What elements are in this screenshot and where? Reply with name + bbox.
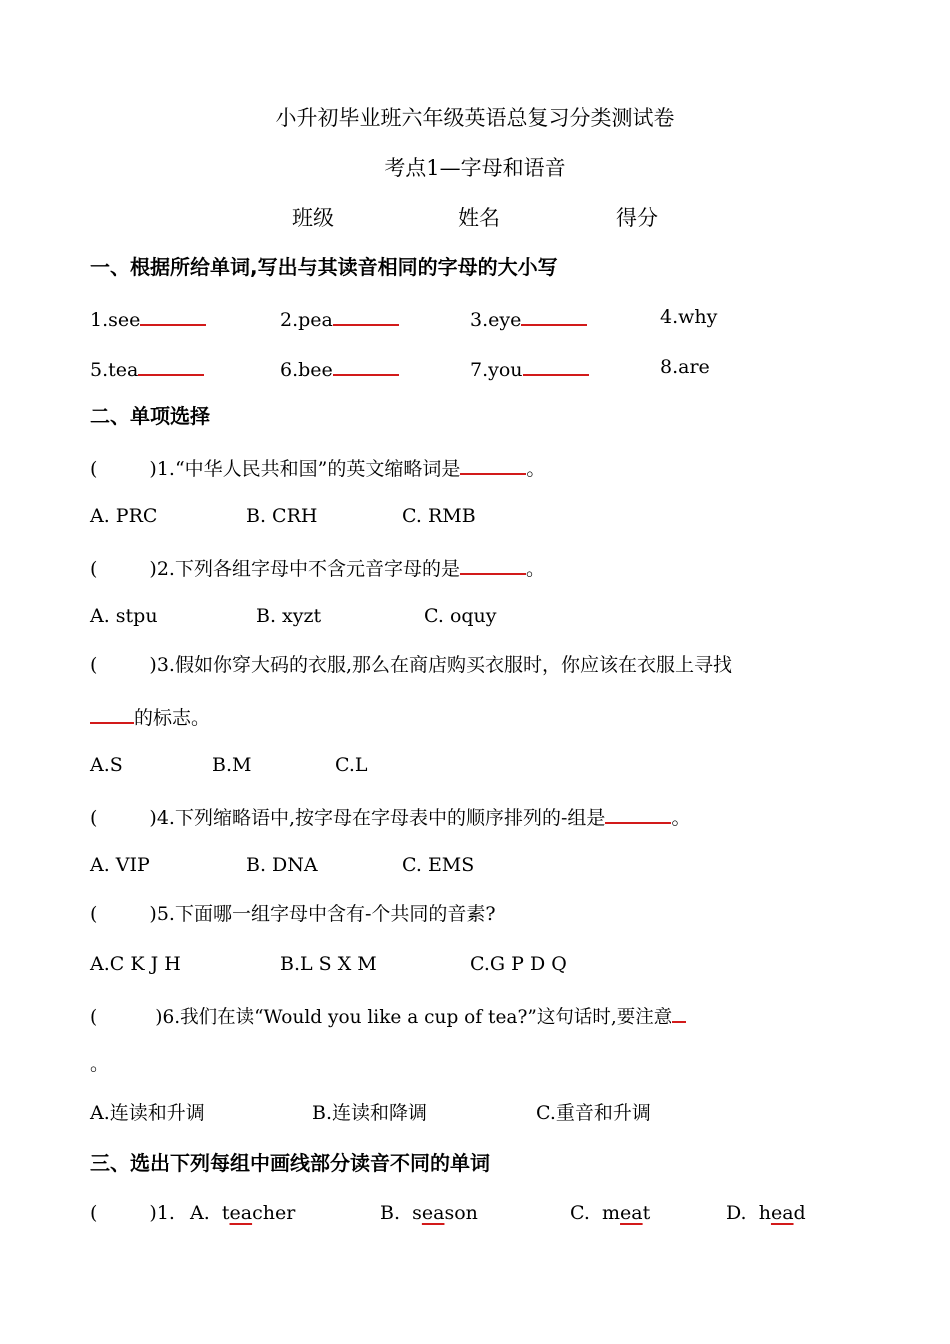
option-b: B.L S X M [280,953,377,975]
option-c: C.G P D Q [470,953,567,975]
document-subtitle: 考点1—字母和语音 [384,156,566,180]
section-2-heading: 二、单项选择 [90,404,210,428]
option-a: A. PRC [90,505,158,527]
question-stem: 5.下面哪一组字母中含有-个共同的音素? [156,903,496,925]
section-3-heading: 三、选出下列每组中画线部分读音不同的单词 [90,1151,490,1175]
item-3: 3.eye [470,309,522,331]
option-a: A. stpu [90,605,158,627]
answer-blank[interactable] [605,800,671,824]
answer-blank[interactable] [333,352,399,376]
option-b: B. CRH [246,505,318,527]
question-6: ( )6.我们在读“Would you like a cup of tea?”这句话时,要注意 [90,999,686,1033]
option-b: B. DNA [246,854,318,876]
question-1: ( )1.“中华人民共和国”的英文缩略词是 。 [90,451,545,484]
question-3: ( )3.假如你穿大码的衣服,那么在商店购买衣服时，你应该在衣服上寻找 [90,654,733,676]
item-5: 5.tea [90,359,139,381]
question-stem: 2.下列各组字母中不含元音字母的是 [156,558,460,580]
answer-blank[interactable] [333,302,399,326]
option-c: C. RMB [402,505,476,527]
answer-blank[interactable] [138,352,204,376]
option-a: A. teacher [190,1202,296,1224]
item-2: 2.pea [280,309,333,331]
question-2: ( )2.下列各组字母中不含元音字母的是 。 [90,551,545,584]
answer-blank[interactable] [460,451,526,475]
option-c: C. meat [570,1202,651,1224]
question-stem: 6.我们在读“Would you like a cup of tea?”这句话时,要注意 [162,1007,673,1028]
option-b: B.M [212,754,252,776]
option-c: C. EMS [402,854,475,876]
question-4: ( )4.下列缩略语中,按字母在字母表中的顺序排列的-组是 。 [90,800,690,833]
question-stem: 3.假如你穿大码的衣服,那么在商店购买衣服时，你应该在衣服上寻找 [156,654,733,676]
answer-blank[interactable] [140,302,206,326]
answer-blank[interactable] [90,700,134,724]
item-6: 6.bee [280,359,333,381]
option-c: C. oquy [424,605,497,627]
field-class: 班级 [292,206,334,230]
option-d: D. head [726,1202,806,1224]
option-a: A.连读和升调 [90,1102,205,1124]
answer-blank[interactable] [521,302,587,326]
item-1: 1.see [90,309,141,331]
question-3-continued: 的标志。 [90,700,210,733]
section-1-heading: 一、根据所给单词,写出与其读音相同的字母的大小写 [90,255,558,279]
field-name: 姓名 [458,206,500,230]
question-5: ( )5.下面哪一组字母中含有-个共同的音素? [90,903,496,925]
item-8: 8.are [660,356,710,378]
document-page: 小升初毕业班六年级英语总复习分类测试卷 考点1—字母和语音 班级 姓名 得分 一、根据所给单词,写出与其读音相同的字母的大小写 1.see 2.pea 3.eye 4.why 5.tea 6.bee 7.you 8.are 二、单项选择 ( )1.“中华人民共和国”的英文缩略词是 。 A. PRC B. CRH C. RMB ( )2.下列各组字母中不含元音字母的是 。 A. stpu B. xyzt C. oquy ( )3.假如你穿大码的衣服,那么在商店购买衣服时，你应该在衣服上寻找 的标志。 A.S B.M C.L ( )4.下列缩略语中,按字母在字母表中的顺序排列的-组是 。 A. VIP B. DNA C. EMS ( )5.下面哪一组字母中含有-个共同的音素? A.C K J H B.L S X M C.G P D Q ( )6.我们在读“Would you like a cup of tea?”这句话时,要注意 。 A.连读和升调 B.连读和降调 C.重音和升调 三、选出下列每组中画线部分读音不同的单词 ( )1. A. teacher B. season C. meat D. head [0,0,950,1344]
question-6-continued: 。 [90,1053,110,1075]
document-title: 小升初毕业班六年级英语总复习分类测试卷 [275,106,675,130]
option-b: B.连读和降调 [312,1102,428,1124]
option-a: A.S [90,754,123,776]
option-c: C.重音和升调 [536,1102,651,1124]
answer-blank[interactable] [672,999,686,1023]
option-b: B. xyzt [256,605,322,627]
question-stem: 1.“中华人民共和国”的英文缩略词是 [156,458,461,480]
answer-blank[interactable] [460,551,526,575]
option-b: B. season [380,1202,478,1224]
item-7: 7.you [470,359,523,381]
item-4: 4.why [660,306,718,328]
option-a: A. VIP [90,854,150,876]
option-a: A.C K J H [90,953,181,975]
question-stem: 4.下列缩略语中,按字母在字母表中的顺序排列的-组是 [156,807,606,829]
option-c: C.L [335,754,368,776]
field-score: 得分 [616,206,658,230]
answer-blank[interactable] [523,352,589,376]
